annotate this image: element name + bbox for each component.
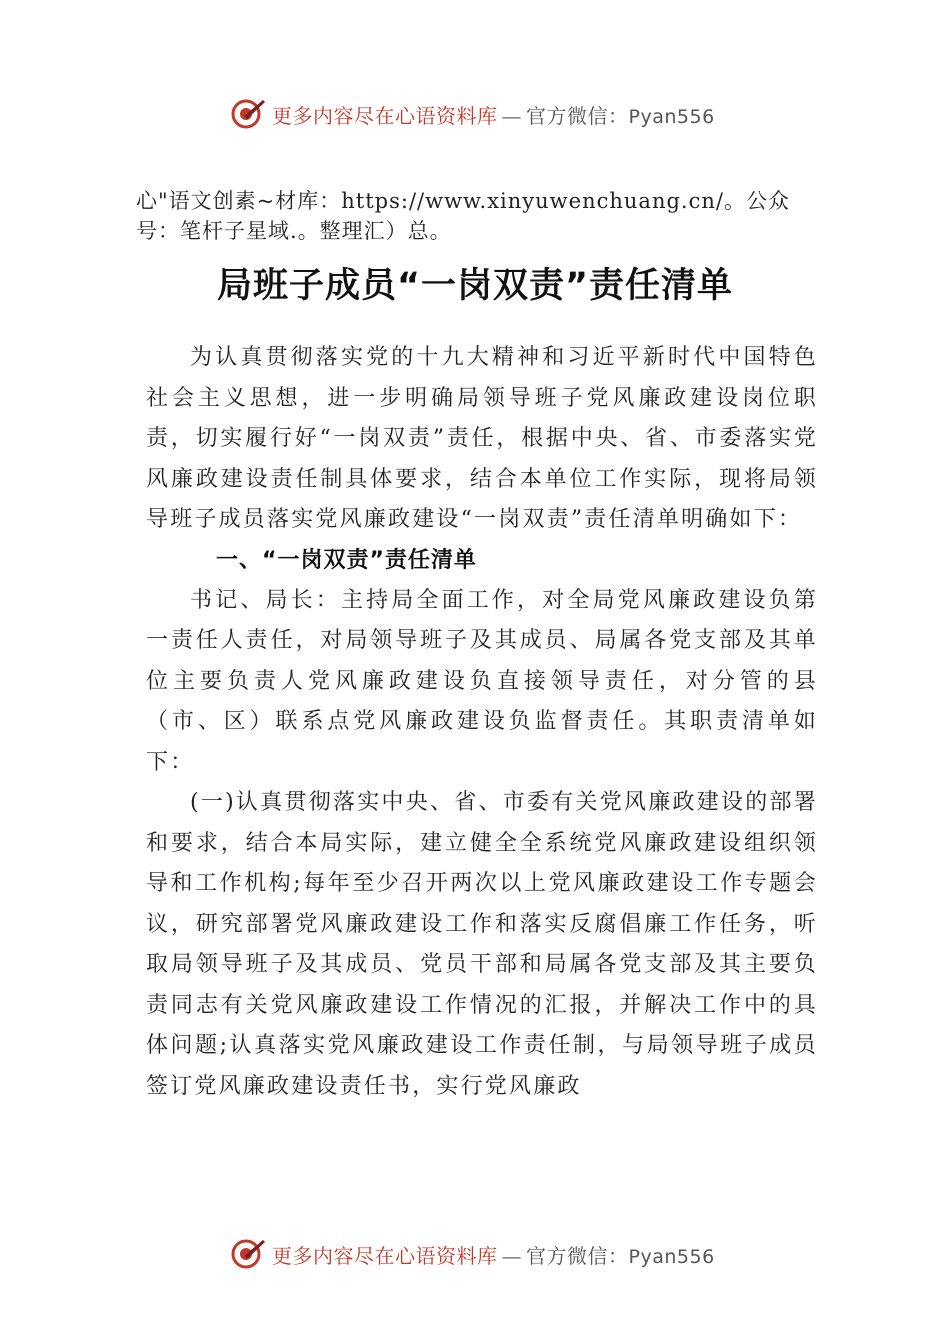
- banner-slogan: 更多内容尽在心语资料库: [272, 1243, 498, 1268]
- footer-banner: [230, 1234, 750, 1274]
- intro-line: 心"语文创素~材库：https://www.xinyuwenchuang.cn/。公众号：笔杆子星域.。整理汇）总。: [136, 189, 790, 243]
- banner-separator: —: [501, 1243, 522, 1268]
- paragraph-item-1: (一)认真贯彻落实中央、省、市委有关党风廉政建设的部署和要求，结合本局实际，建立健全全系统党风廉政建设组织领导和工作机构;每年至少召开两次以上党风廉政建设工作专题会议，研究部署党风廉政建设工作和落实反腐倡廉工作任务，听取局领导班子及其成员、党员干部和局属各党支部及其主要负责同志有关党风廉政建设工作情况的汇报，并解决工作中的具体问题;认真落实党风廉政建设工作责任制，与局领导班子成员签订党风廉政建设责任书，实行党风廉政: [146, 790, 818, 1099]
- banner-wechat-label: 官方微信：: [526, 1243, 629, 1268]
- banner-wechat-id: Pyan556: [628, 1245, 715, 1268]
- paragraph-secretary-duties: 书记、局长：主持局全面工作，对全局党风廉政建设负第一责任人责任，对局领导班子及其成员、局属各党支部及其单位主要负责人党风廉政建设负直接领导责任，对分管的县（市、区）联系点党风廉政建设负监督责任。其职责清单如下：: [146, 587, 818, 775]
- banner-wechat-label: 官方微信：: [526, 103, 629, 128]
- header-banner: [230, 94, 750, 134]
- section-heading: 一、“一岗双责”责任清单: [216, 547, 477, 573]
- footer-banner-text: [272, 1240, 715, 1269]
- pen-logo-icon: [230, 1236, 266, 1272]
- banner-slogan: 更多内容尽在心语资料库: [272, 103, 498, 128]
- document-body: [146, 338, 818, 1107]
- document-title: 局班子成员“一岗双责”责任清单: [216, 266, 733, 306]
- banner-wechat-id: Pyan556: [628, 105, 715, 128]
- header-banner-text: [272, 100, 715, 129]
- pen-logo-icon: [230, 96, 266, 132]
- paragraph-intro: 为认真贯彻落实党的十九大精神和习近平新时代中国特色社会主义思想，进一步明确局领导班子党风廉政建设岗位职责，切实履行好“一岗双责”责任，根据中央、省、市委落实党风廉政建设责任制具体要求，结合本单位工作实际，现将局领导班子成员落实党风廉政建设“一岗双责”责任清单明确如下：: [146, 345, 818, 532]
- banner-separator: —: [501, 103, 522, 128]
